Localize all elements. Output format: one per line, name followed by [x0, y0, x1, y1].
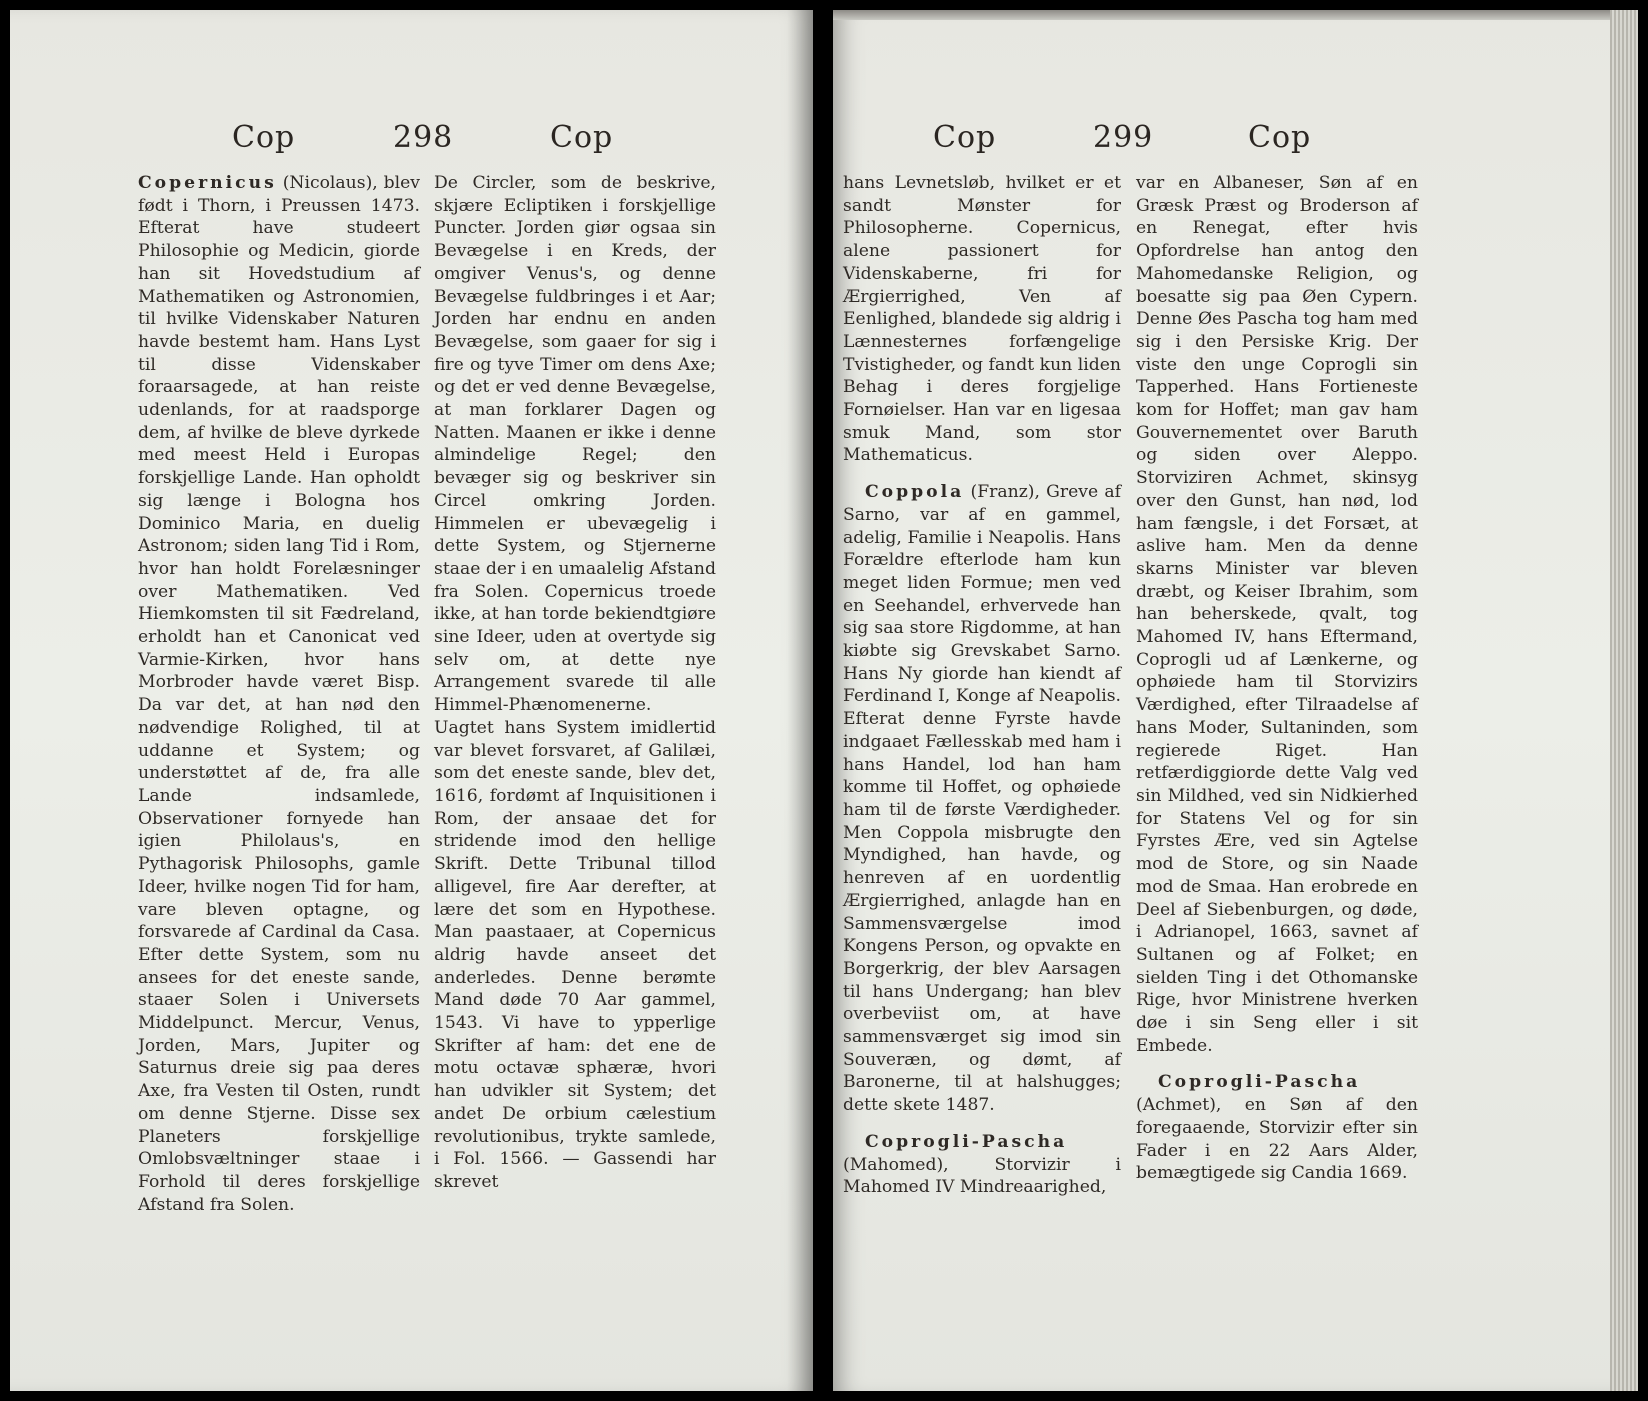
entry-continuation: De Circler, som de beskrive, skjære Ecliptiken i forskjellige Puncter. Jorden giør ogsaa sin Bevægelse i en Kreds, der omgiver Venus's, og denne Bevægelse fuldbringes i et Aar; Jorden har endnu en anden Bevægelse, som gaaer for sig i fire og tyve Timer om dens Axe; og det er ved denne Bevægelse, at man forklarer Dagen og Natten. Maanen er ikke i denne almindelige Regel; den bevæger sig og beskriver sin Circel omkring Jorden. Himmelen er ubevægelig i dette System, og Stjernerne staae der i en umaalelig Afstand fra Solen. Copernicus troede ikke, at han torde bekiendtgiøre sine Ideer, uden at overtyde sig selv om, at dette nye Arrangement svarede til alle Himmel-Phænomenerne. Uagtet hans System imidlertid var blevet forsvaret, af Galilæi, som det eneste sande, blev det, 1616, fordømt af Inquisitionen i Rom, der ansaae det for stridende imod den hellige Skrift. Dette Tribunal tillod alligevel, fire Aar derefter, at lære det som en Hypothese. Man paastaaer, at Copernicus aldrig havde anseet det anderledes. Denne berømte Mand døde 70 Aar gammel, 1543. Vi have to ypperlige Skrifter af ham: det ene de motu octavæ sphæræ, hvori han udvikler sit System; det andet De orbium cælestium revolutionibus, trykte samlede, i Fol. 1566. — Gassendi har skrevet: [434, 173, 716, 1192]
entry-text: (Nicolaus), blev født i Thorn, i Preussen 1473. Efterat have studeert Philosophie og Medicin, giorde han sit Hovedstudium af Mathematiken og Astronomien, til hvilke Videnskaber Naturen havde bestemt ham. Hans Lyst til disse Videnskaber foraarsagede, at han reiste udenlands, for at raadsporge dem, af hvilke de bleve dyrkede med meest Held i Europas forskjellige Lande. Han opholdt sig længe i Bologna hos Dominico Maria, en duelig Astronom; siden lang Tid i Rom, hvor han holdt Forelæsninger over Mathematiken. Ved Hiemkomsten til sit Fædreland, erholdt han et Canonicat ved Varmie-Kirken, hvor hans Morbroder havde været Bisp. Da var det, at han nød den nødvendige Rolighed, til at uddanne et System; og understøttet af de, fra alle Lande indsamlede, Observationer fornyede han igien Philolaus's, en Pythagorisk Philosophs, gamle Ideer, hvilke nogen Tid for ham, vare bleven optagne, og forsvarede af Cardinal da Casa. Efter dette System, som nu ansees for det eneste sande, staaer Solen i Universets Middelpunct. Mercur, Venus, Jorden, Mars, Jupiter og Saturnus dreie sig paa deres Axe, fra Vesten til Osten, rundt om denne Stjerne. Disse sex Planeters forskjellige Omlobsvæltninger staae i Forhold til deres forskjellige Afstand fra Solen.: [138, 173, 420, 1215]
left-page: [10, 10, 813, 1391]
entry-coprogli-achmet: [1136, 1071, 1418, 1185]
entry-lemma: Coppola: [865, 482, 965, 503]
page-number: 298: [393, 120, 454, 155]
entry-lemma: Copernicus: [138, 173, 277, 193]
page-top-edge: [833, 10, 1610, 20]
right-page: [833, 10, 1638, 1391]
entry-text: (Mahomed), Storvizir i Mahomed IV Mindreaarighed,: [843, 1154, 1121, 1198]
entry-continuation: var en Albaneser, Søn af en Græsk Præst og Broderson af en Renegat, efter hvis Opfordrelse han antog den Mahomedanske Religion, og boesatte sig paa Øen Cypern. Denne Øes Pascha tog ham med sig i den Persiske Krig. Der viste den unge Coprogli sin Tapperhed. Hans Fortieneste kom for Hoffet; man gav ham Gouvernementet over Baruth og siden over Aleppo. Storviziren Achmet, skinsyg over den Gunst, han nød, lod ham fængsle, i det Forsæt, at aslive ham. Men da denne skarns Minister var bleven dræbt, og Keiser Ibrahim, som han beherskede, qvalt, tog Mahomed IV, hans Eftermand, Coprogli ud af Lænkerne, og ophøiede ham til Storvizirs Værdighed, efter Tilraadelse af hans Moder, Sultaninden, som regierede Riget. Han retfærdiggiorde dette Valg ved sin Mildhed, ved sin Nidkierhed for Statens Vel og for sin Fyrstes Ære, ved sin Agtelse mod de Store, og sin Naade mod de Smaa. Han erobrede en Deel af Siebenburgen, og døde, i Adrianopel, 1663, savnet af Sultanen og af Folket; en sielden Ting i det Othomanske Rige, hvor Ministrene hverken døe i sin Seng eller i sit Embede.: [1136, 173, 1418, 1056]
running-head-right: Cop: [550, 120, 614, 155]
left-column-2: [434, 172, 716, 1194]
running-head-left: Cop: [232, 120, 296, 155]
page-spine-shadow: [787, 10, 813, 1391]
entry-coprogli-mahomed: [843, 1131, 1121, 1199]
right-column-2: [1136, 172, 1418, 1185]
entry-text: (Achmet), en Søn af den foregaaende, Storvizir efter sin Fader i en 22 Aars Alder, bemægtigede sig Candia 1669.: [1136, 1095, 1418, 1184]
entry-text: (Franz), Greve af Sarno, var af en gammel, adelig, Familie i Neapolis. Hans Forældre efterlode ham kun meget liden Formue; men ved en Seehandel, erhvervede han sig saa store Rigdomme, at han kiøbte sig Grevskabet Sarno. Hans Ny giorde han kiendt af Ferdinand I, Konge af Neapolis. Efterat denne Fyrste havde indgaaet Fællesskab med ham i hans Handel, lod han ham komme til Hoffet, og ophøiede ham til de første Værdigheder. Men Coppola misbrugte den Myndighed, han havde, og henreven af en uordentlig Ærgierrighed, anlagde han en Sammensværgelse imod Kongens Person, og opvakte en Borgerkrig, der blev Aarsagen til hans Undergang; han blev overbeviist om, at have sammensværget sig imod sin Souveræn, og dømt, af Baronerne, til at halshugges; dette skete 1487.: [843, 482, 1121, 1116]
entry-lemma: Coprogli-Pascha: [1158, 1072, 1361, 1093]
entry-coppola: [843, 481, 1121, 1117]
entry-copernicus: [138, 172, 420, 1216]
running-head-right: Cop: [1248, 120, 1312, 155]
page-fore-edge: [1610, 10, 1638, 1391]
entry-continuation: hans Levnetsløb, hvilket er et sandt Mønster for Philosopherne. Copernicus, alene passionert for Videnskaberne, fri for Ærgierrighed, Ven af Eenlighed, blandede sig aldrig i Lænnesternes forfængelige Tvistigheder, og fandt kun liden Behag i deres forgjelige Fornøielser. Han var en ligesaa smuk Mand, som stor Mathematicus.: [843, 173, 1121, 466]
left-column-1: [138, 172, 420, 1216]
page-number: 299: [1093, 120, 1154, 155]
entry-lemma: Coprogli-Pascha: [865, 1131, 1068, 1152]
right-column-1: [843, 172, 1121, 1199]
running-head-left: Cop: [933, 120, 997, 155]
